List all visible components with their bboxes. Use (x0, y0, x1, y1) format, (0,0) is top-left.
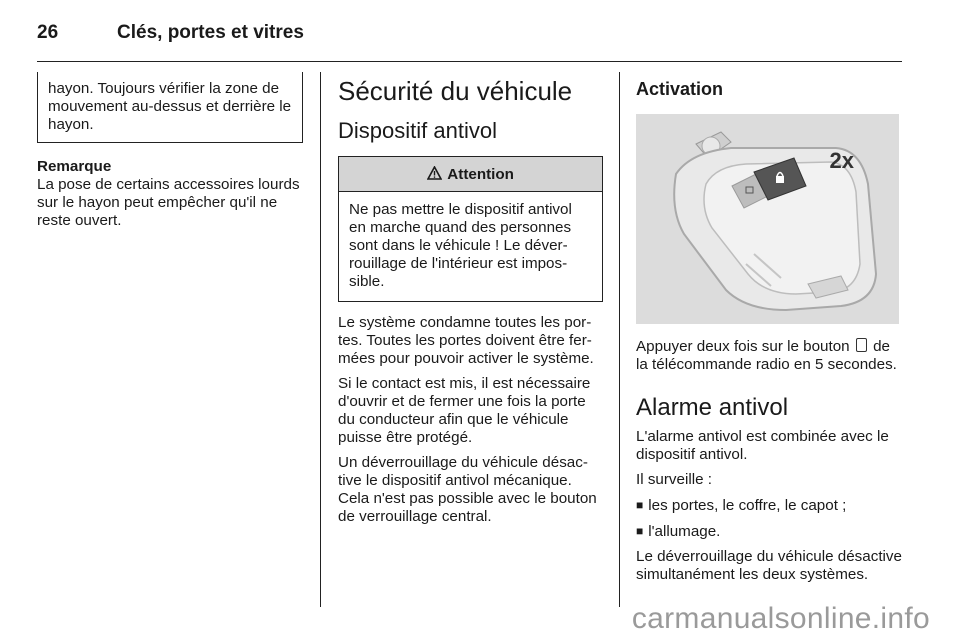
activation-text-before: Appuyer deux fois sur le bouton (636, 338, 850, 355)
continued-warning-box (37, 72, 303, 143)
paragraph: Le système condamne toutes les portes. Toutes les portes doivent être fermées pour pouvoir activer le système. (338, 314, 594, 367)
note-text: La pose de certains accessoires lourds sur le hayon peut empêcher qu'il ne reste ouvert. (37, 176, 300, 229)
page-header (37, 18, 304, 48)
watermark: carmanualsonline.info (631, 602, 930, 635)
lock-icon (856, 338, 867, 352)
activation-title: Activation (636, 79, 724, 99)
final-paragraph: Le déverrouillage du véhicule désactive simultanément les deux systèmes. (636, 548, 902, 583)
alarm-title: Alarme antivol (636, 394, 789, 421)
activation-instruction (636, 338, 902, 374)
warning-header (339, 157, 602, 192)
monitored-items-list (636, 496, 902, 541)
note-title: Remarque (37, 158, 112, 175)
paragraph: Un déverrouillage du véhicule désactive le dispositif antivol mécanique. Cela n'est pas possible avec le bouton de verrouillage central. (338, 454, 597, 525)
press-count-label: 2x (829, 148, 854, 173)
warning-text: Ne pas mettre le dispositif antivol en marche quand des personnes sont dans le véhicule ! Le déverrouillage de l'intérieur est impossible. (349, 201, 572, 290)
subsection-title: Dispositif antivol (338, 118, 497, 143)
chapter-title: Clés, portes et vitres (117, 22, 304, 43)
remote-key-illustration (636, 114, 899, 324)
warning-triangle-icon (427, 166, 446, 183)
bullet-square-icon: ■ (636, 498, 644, 512)
column-divider-2 (619, 72, 620, 607)
monitors-label: Il surveille : (636, 471, 712, 488)
activation-text-after: de la télécommande radio en 5 secondes. (636, 338, 897, 373)
column-divider-1 (320, 72, 321, 607)
header-divider (37, 61, 902, 62)
warning-title: Attention (447, 166, 514, 183)
page-number: 26 (37, 22, 59, 43)
warning-box (338, 156, 603, 302)
bullet-square-icon: ■ (636, 524, 644, 538)
alarm-intro: L'alarme antivol est combinée avec le dispositif antivol. (636, 428, 889, 463)
continued-warning-text: hayon. Toujours vérifier la zone de mouvement au-dessus et derrière le hayon. (48, 80, 292, 133)
paragraph: Si le contact est mis, il est nécessaire d'ouvrir et de fermer une fois la porte du conducteur afin que le véhicule puisse être protégé. (338, 375, 591, 446)
column-right (636, 72, 902, 591)
column-left (37, 72, 303, 230)
list-item: ■ l'allumage. (636, 523, 721, 540)
list-item: ■ les portes, le coffre, le capot ; (636, 497, 847, 514)
remote-key-figure (636, 114, 899, 324)
section-title: Sécurité du véhicule (338, 76, 573, 106)
column-middle (338, 72, 603, 533)
